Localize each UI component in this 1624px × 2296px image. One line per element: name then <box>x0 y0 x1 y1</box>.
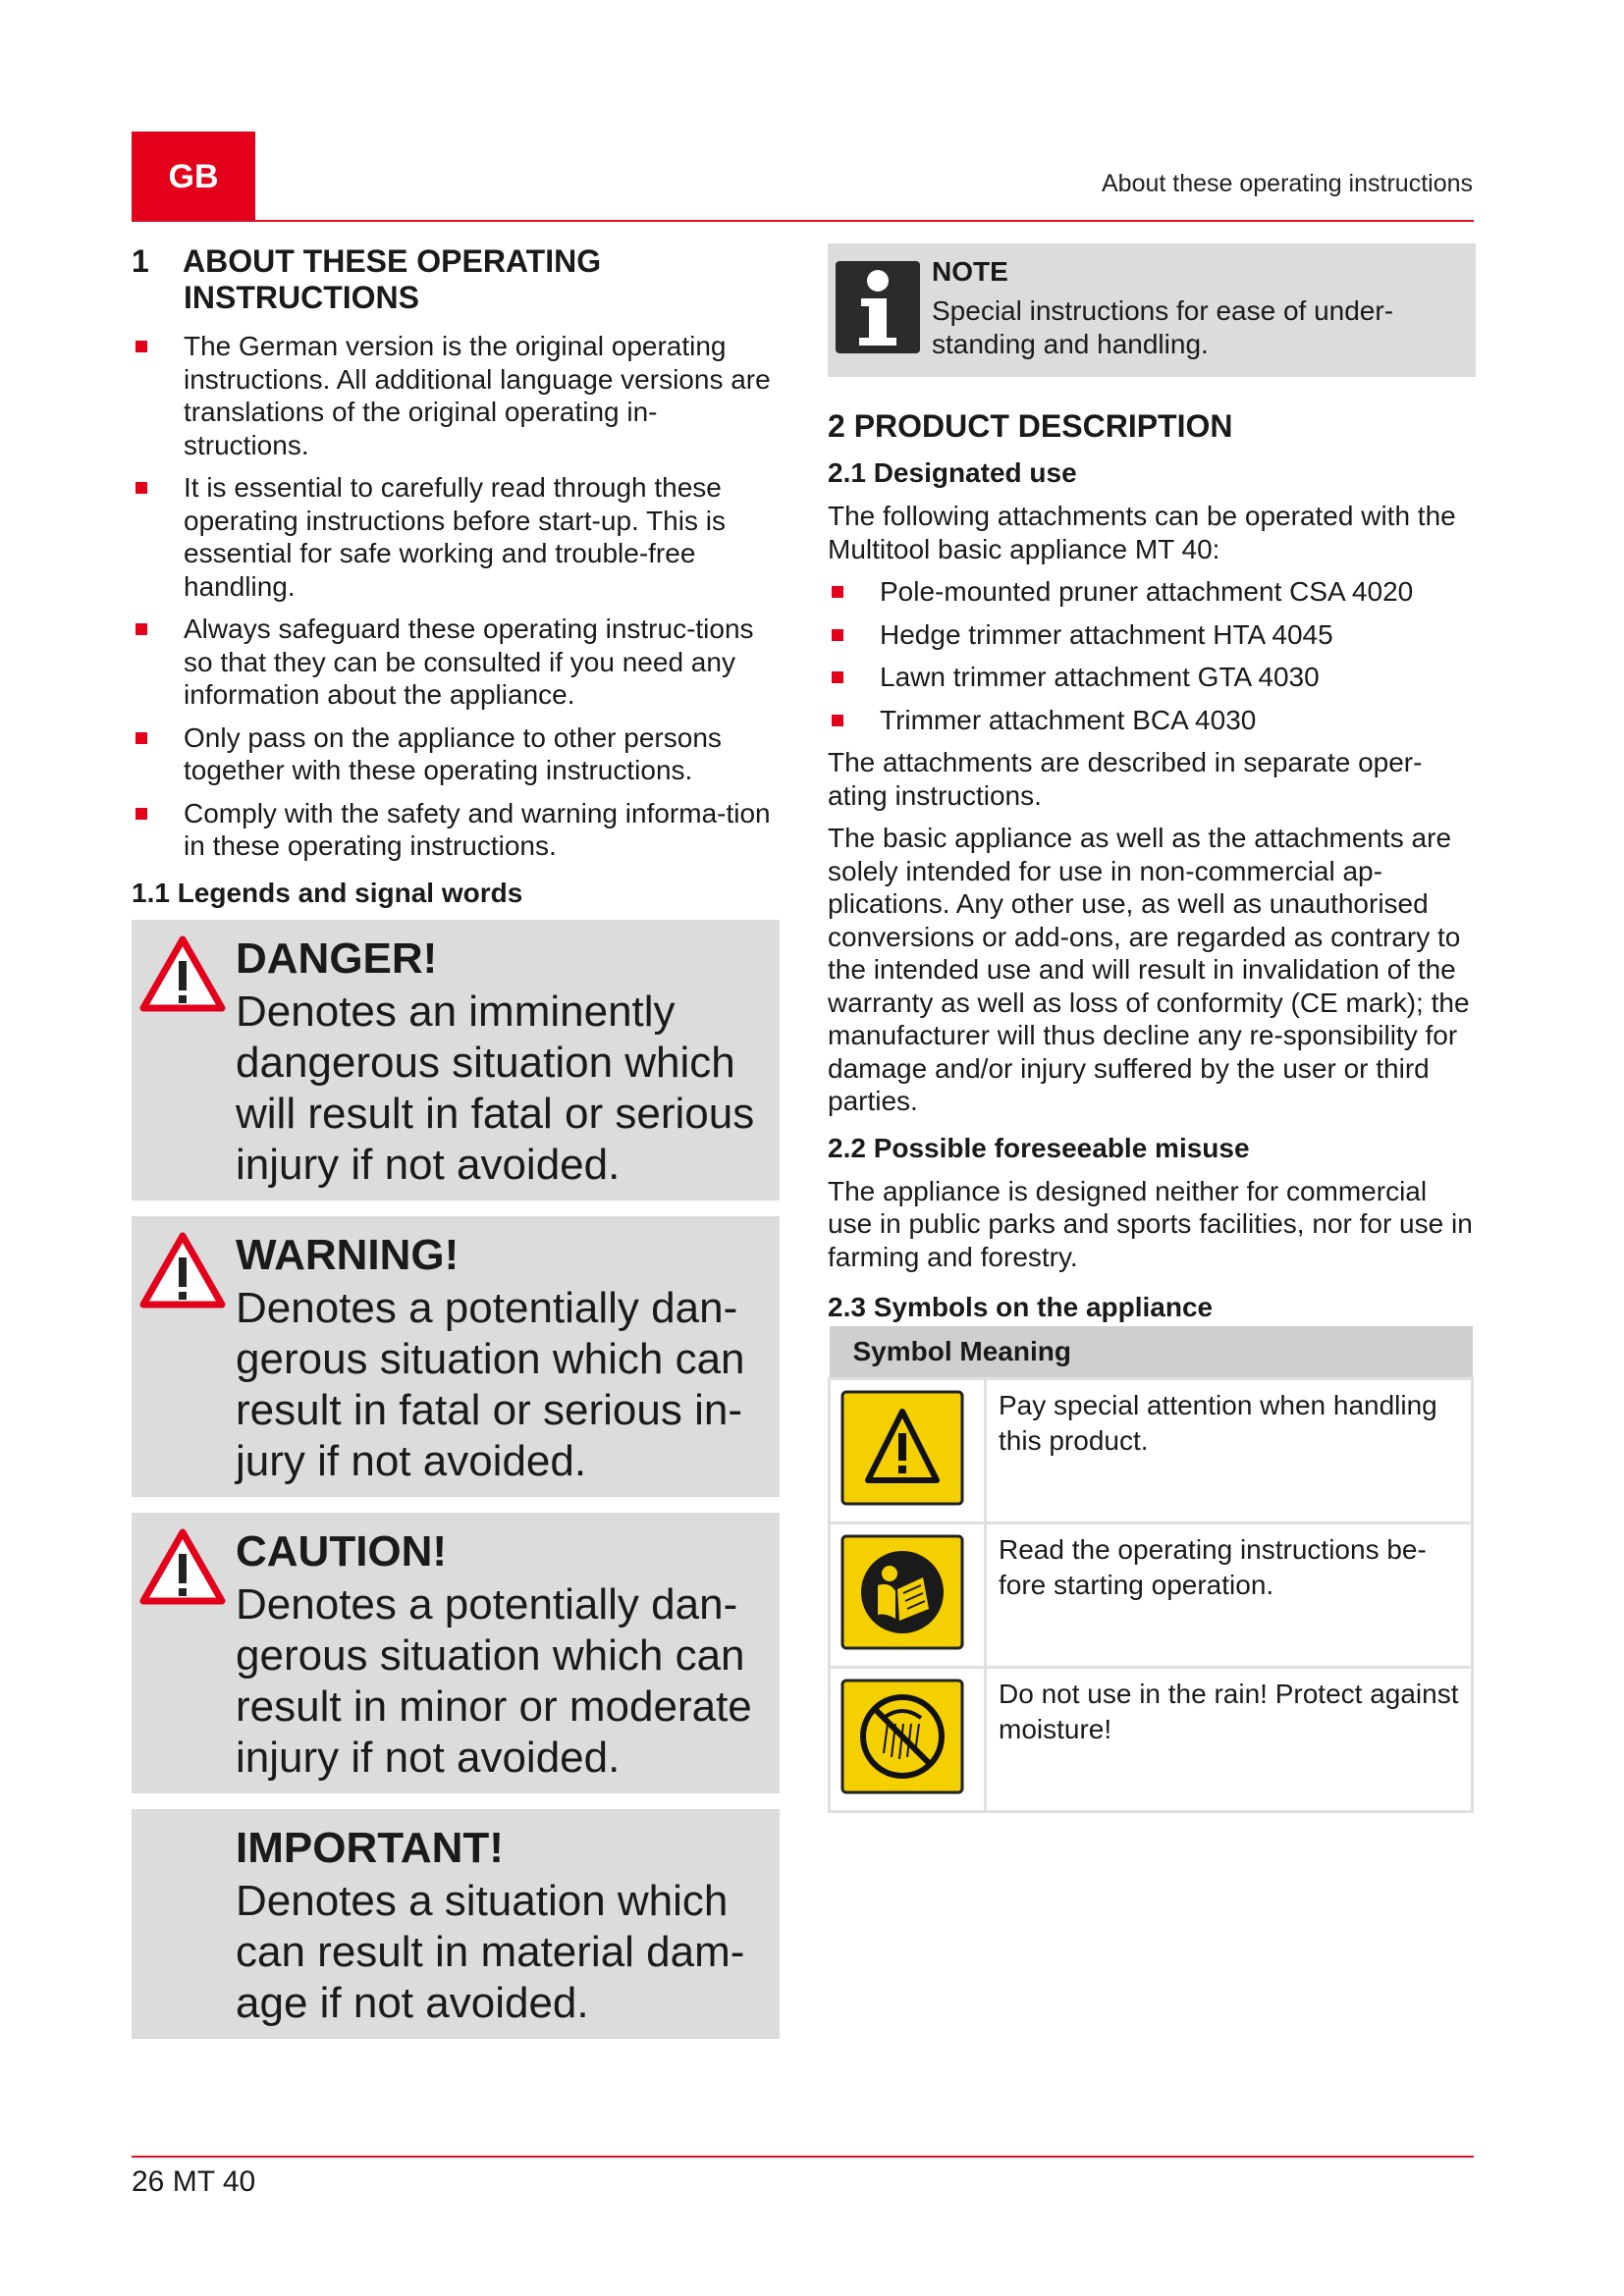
signal-word: CAUTION! <box>236 1526 448 1575</box>
language-tag: GB <box>132 132 255 222</box>
list-item: The German version is the original operating instructions. All additional language versions are translations of the original operating in-structions. <box>132 330 780 461</box>
read-manual-icon <box>840 1534 964 1650</box>
warning-triangle-icon <box>139 1528 226 1607</box>
table-row <box>830 1523 1473 1668</box>
warning-panel <box>132 1216 780 1497</box>
running-header: About these operating instructions <box>1101 170 1473 197</box>
table-row <box>830 1379 1473 1523</box>
signal-description: Denotes a situation which can result in material dam-age if not avoided. <box>236 1876 745 2027</box>
footer-rule <box>132 2156 1474 2158</box>
list-item: Pole-mounted pruner attachment CSA 4020 <box>828 575 1476 609</box>
designated-use-intro: The following attachments can be operated with the Multitool basic appliance MT 40: <box>828 501 1456 564</box>
designated-use-heading: 2.1 Designated use <box>828 457 1077 488</box>
signal-description: Denotes a potentially dan-gerous situation which can result in fatal or serious in-jury if not avoided. <box>236 1283 745 1485</box>
symbol-meaning: Do not use in the rain! Protect against moisture! <box>986 1668 1473 1812</box>
list-item: Trimmer attachment BCA 4030 <box>828 704 1476 737</box>
signal-word: IMPORTANT! <box>236 1823 504 1872</box>
symbols-table-header: Symbol Meaning <box>830 1326 1473 1379</box>
note-word: NOTE <box>932 256 1008 287</box>
symbol-meaning: Pay special attention when handling this product. <box>986 1379 1473 1523</box>
note-description: Special instructions for ease of under-standing and handling. <box>932 295 1394 359</box>
right-column <box>828 243 1476 1813</box>
attachments-paragraph: The attachments are described in separate oper-ating instructions. <box>828 747 1423 811</box>
intro-bullets <box>132 330 780 863</box>
list-item: Comply with the safety and warning informa-tion in these operating instructions. <box>132 797 780 863</box>
attachment-list <box>828 575 1476 736</box>
section-2-title: 2 PRODUCT DESCRIPTION <box>828 408 1233 444</box>
note-panel <box>828 243 1476 377</box>
important-panel <box>132 1809 780 2039</box>
warning-triangle-icon <box>139 1232 226 1310</box>
warning-triangle-icon <box>840 1390 964 1506</box>
signal-description: Denotes a potentially dan-gerous situation which can result in minor or moderate injury if not avoided. <box>236 1579 752 1782</box>
danger-panel <box>132 920 780 1201</box>
signal-description: Denotes an imminently dangerous situation which will result in fatal or serious injury if not avoided. <box>236 987 755 1189</box>
list-item: It is essential to carefully read through these operating instructions before start-up. This is essential for safe working and trouble-free handling. <box>132 471 780 603</box>
no-rain-icon <box>840 1679 964 1794</box>
table-row <box>830 1668 1473 1812</box>
left-column <box>132 243 780 2055</box>
header-rule <box>132 220 1474 222</box>
warning-triangle-icon <box>139 935 226 1014</box>
misuse-paragraph: The appliance is designed neither for commercial use in public parks and sports facilities, nor for use in farming and forestry. <box>828 1175 1473 1272</box>
misuse-heading: 2.2 Possible foreseeable misuse <box>828 1132 1250 1163</box>
section-1-title: 1 ABOUT THESE OPERATING INSTRUCTIONS <box>132 243 602 315</box>
list-item: Always safeguard these operating instruc-tions so that they can be consulted if you need any information about the appliance. <box>132 613 780 712</box>
signal-word: DANGER! <box>236 934 438 983</box>
info-icon <box>836 261 920 353</box>
list-item: Only pass on the appliance to other persons together with these operating instructions. <box>132 721 780 787</box>
caution-panel <box>132 1513 780 1793</box>
symbol-meaning: Read the operating instructions be-fore starting operation. <box>986 1523 1473 1668</box>
page-footer: 26 MT 40 <box>132 2165 256 2198</box>
intended-use-paragraph: The basic appliance as well as the attachments are solely intended for use in non-commercial ap-plications. Any other use, as well as unauthorised conversions or add-ons, are regarded as contrary to the intended use and will result in invalidation of the warranty as well as loss of conformity (CE mark); the manufacturer will thus decline any re-sponsibility for damage and/or injury suffered by the user or third parties. <box>828 823 1470 1116</box>
list-item: Lawn trimmer attachment GTA 4030 <box>828 661 1476 694</box>
list-item: Hedge trimmer attachment HTA 4045 <box>828 618 1476 652</box>
symbols-table <box>828 1326 1474 1813</box>
symbols-heading: 2.3 Symbols on the appliance <box>828 1292 1214 1322</box>
legends-heading: 1.1 Legends and signal words <box>132 877 523 908</box>
signal-word: WARNING! <box>236 1230 460 1279</box>
